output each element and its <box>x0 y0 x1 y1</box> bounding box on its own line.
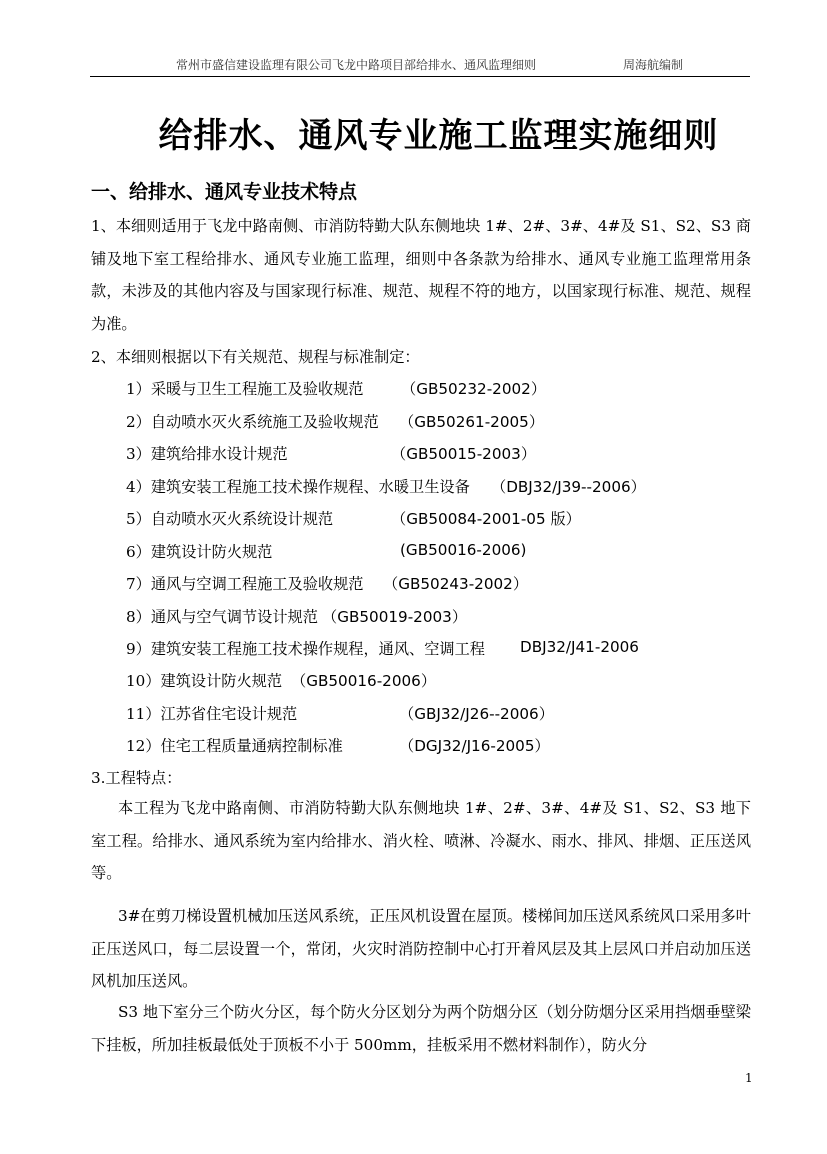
header-author: 周海航编制 <box>623 58 684 72</box>
paragraph-item-3-heading: 3.工程特点： <box>91 769 182 787</box>
paragraph-item-2: 2、本细则根据以下有关规范、规程与标准制定： <box>91 348 420 366</box>
standard-code: （GB50019-2003） <box>322 608 468 626</box>
standard-code: （GB50016-2006） <box>291 672 437 690</box>
standard-name: 3）建筑给排水设计规范 <box>126 445 288 463</box>
standard-name: 7）通风与空调工程施工及验收规范 <box>126 575 364 593</box>
standard-code: （GB50232-2002） <box>401 380 547 398</box>
standard-name: 12）住宅工程质量通病控制标准 <box>126 737 343 755</box>
document-title: 给排水、通风专业施工监理实施细则 <box>158 116 719 156</box>
section-heading: 一、给排水、通风专业技术特点 <box>91 181 358 203</box>
page-number: 1 <box>745 1071 753 1085</box>
standard-code: (GB50016-2006) <box>400 541 527 559</box>
features-paragraph-1: 本工程为飞龙中路南侧、市消防特勤大队东侧地块 1#、2#、3#、4#及 S1、S2、S3 地下室工程。给排水、通风系统为室内给排水、消火栓、喷淋、冷凝水、雨水、排风、排烟、正压送风等。 <box>91 799 751 882</box>
standard-name: 2）自动喷水灭火系统施工及验收规范 <box>126 413 379 431</box>
standard-code: （DGJ32/J16-2005） <box>399 737 550 755</box>
header-divider <box>90 76 750 77</box>
standard-name: 10）建筑设计防火规范 <box>126 672 283 690</box>
standard-code: （GB50243-2002） <box>383 575 529 593</box>
standard-item <box>126 573 529 594</box>
standard-code: （GBJ32/J26--2006） <box>399 705 554 723</box>
header-title: 常州市盛信建设监理有限公司飞龙中路项目部给排水、通风监理细则 <box>176 58 537 72</box>
standard-item <box>126 411 545 432</box>
standard-item <box>126 541 527 562</box>
standard-item <box>126 378 547 399</box>
standard-item <box>126 735 550 756</box>
standard-name: 8）通风与空气调节设计规范 <box>126 608 318 626</box>
standard-name: 6）建筑设计防火规范 <box>126 543 273 561</box>
standard-item <box>126 443 537 464</box>
standard-code: （GB50084-2001-05 版） <box>391 510 581 528</box>
paragraph-item-1: 1、本细则适用于飞龙中路南侧、市消防特勤大队东侧地块 1#、2#、3#、4#及 S1、S2、S3 商铺及地下室工程给排水、通风专业施工监理，细则中各条款为给排水、通风专业施工监理常用条款，未涉及的其他内容及与国家现行标准、规范、规程不符的地方，以国家现行标准、规范、规程为准。 <box>91 217 751 333</box>
standard-item <box>126 638 639 659</box>
standard-item <box>126 606 468 627</box>
standard-name: 4）建筑安装工程施工技术操作规程、水暖卫生设备 <box>126 478 470 496</box>
features-paragraph-3: S3 地下室分三个防火分区，每个防火分区划分为两个防烟分区（划分防烟分区采用挡烟垂壁梁下挂板，所加挂板最低处于顶板不小于 500mm，挂板采用不燃材料制作），防火分 <box>91 1003 751 1054</box>
standard-code: （GB50015-2003） <box>391 445 537 463</box>
features-paragraph-2: 3#在剪刀梯设置机械加压送风系统，正压风机设置在屋顶。楼梯间加压送风系统风口采用多叶正压送风口，每二层设置一个，常闭，火灾时消防控制中心打开着风层及其上层风口并启动加压送风机加压送风。 <box>91 907 751 990</box>
standard-item <box>126 703 554 724</box>
standard-item <box>126 670 437 691</box>
standard-code: （DBJ32/J39--2006） <box>491 478 646 496</box>
standard-code: （GB50261-2005） <box>399 413 545 431</box>
standard-name: 1）采暖与卫生工程施工及验收规范 <box>126 380 364 398</box>
standard-item <box>126 508 581 529</box>
standard-item <box>126 476 646 497</box>
standard-name: 5）自动喷水灭火系统设计规范 <box>126 510 334 528</box>
standard-code: DBJ32/J41-2006 <box>520 638 639 656</box>
standard-name: 9）建筑安装工程施工技术操作规程，通风、空调工程 <box>126 640 485 658</box>
standard-name: 11）江苏省住宅设计规范 <box>126 705 298 723</box>
